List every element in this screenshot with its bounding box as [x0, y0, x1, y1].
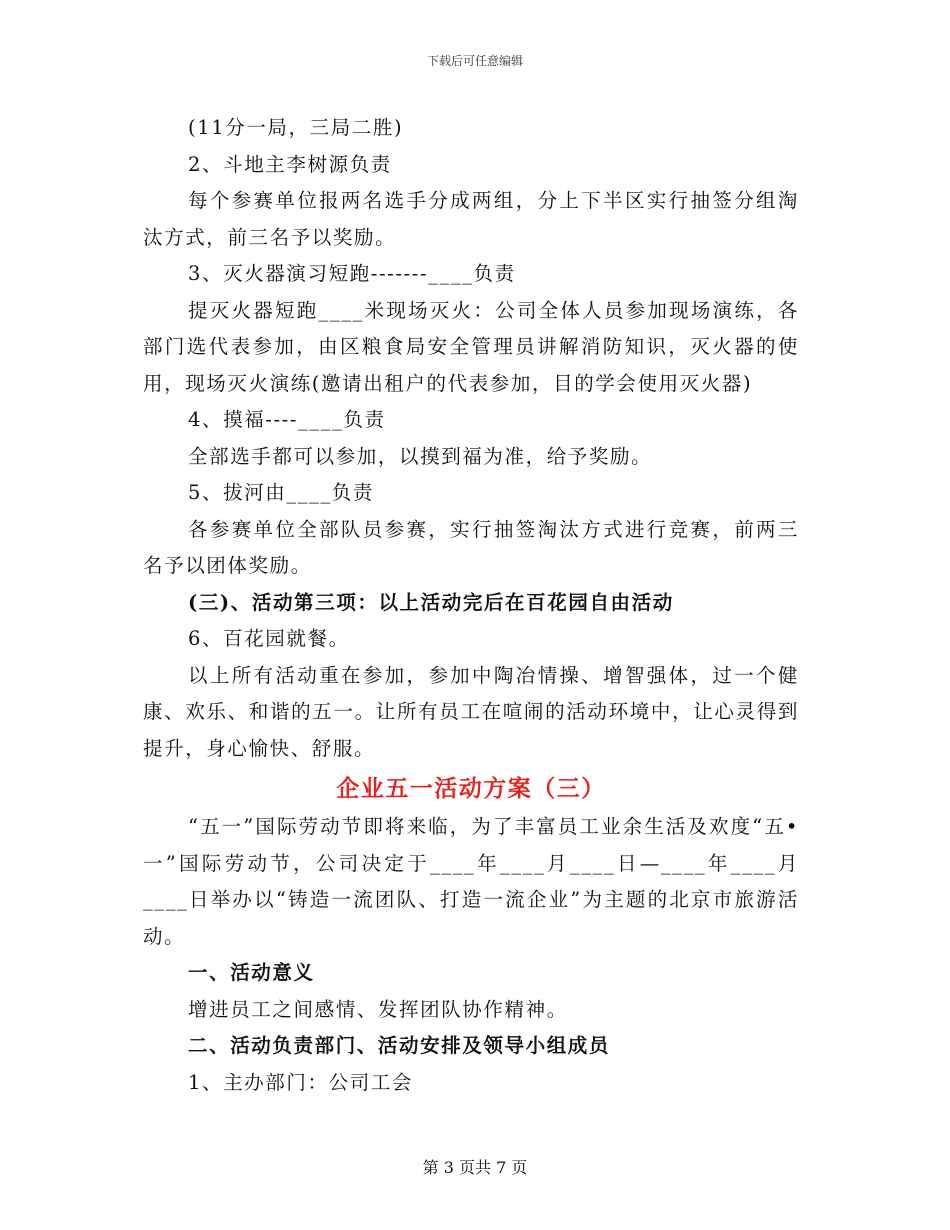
- heading-activity-meaning: 一、活动意义: [188, 961, 315, 984]
- heading-departments: 二、活动负责部门、活动安排及领导小组成员: [188, 1034, 611, 1057]
- document-body: [143, 110, 799, 1101]
- paragraph-3: 每个参赛单位报两名选手分成两组，分上下半区实行抽签分组淘汰方式，前三名予以奖励。: [143, 189, 799, 249]
- subheading-activity-three: (三)、活动第三项：以上活动完后在百花园自由活动: [188, 590, 674, 614]
- paragraph-intro: “五一”国际劳动节即将来临，为了丰富员工业余生活及欢度“五•一”国际劳动节，公司决定于____年____月____日—____年____月____日举办以“铸造一流团队、打造一流企业”为主题的北京市旅游活动。: [143, 815, 799, 948]
- paragraph-12: 以上所有活动重在参加，参加中陶冶情操、增智强体，过一个健康、欢乐、和谐的五一。让所有员工在喧闹的活动环境中，让心灵得到提升，身心愉快、舒服。: [143, 663, 799, 760]
- paragraph-7: 全部选手都可以参加，以摸到福为准，给予奖励。: [188, 444, 653, 468]
- paragraph-11: 6、百花园就餐。: [188, 627, 350, 650]
- paragraph-6: 4、摸福----____负责: [188, 408, 386, 431]
- page-number: 第 3 页共 7 页: [422, 1158, 528, 1177]
- paragraph-organizer: 1、主办部门：公司工会: [188, 1070, 414, 1094]
- paragraph-meaning: 增进员工之间感情、发挥团队协作精神。: [188, 997, 568, 1021]
- paragraph-1: (11分一局，三局二胜): [188, 116, 404, 139]
- paragraph-4: 3、灭火器演习短跑-------____负责: [188, 262, 516, 285]
- paragraph-5: 提灭火器短跑____米现场灭火：公司全体人员参加现场演练，各部门选代表参加，由区粮食局安全管理员讲解消防知识，灭火器的使用，现场灭火演练(邀请出租户的代表参加，目的学会使用灭火器): [143, 298, 799, 395]
- section-title: 企业五一活动方案（三）: [336, 775, 606, 802]
- paragraph-8: 5、拔河由____负责: [188, 481, 375, 504]
- header-note: 下载后可任意编辑: [426, 54, 523, 68]
- paragraph-9: 各参赛单位全部队员参赛，实行抽签淘汰方式进行竞赛，前两三名予以团体奖励。: [143, 517, 799, 577]
- paragraph-2: 2、斗地主李树源负责: [188, 152, 392, 176]
